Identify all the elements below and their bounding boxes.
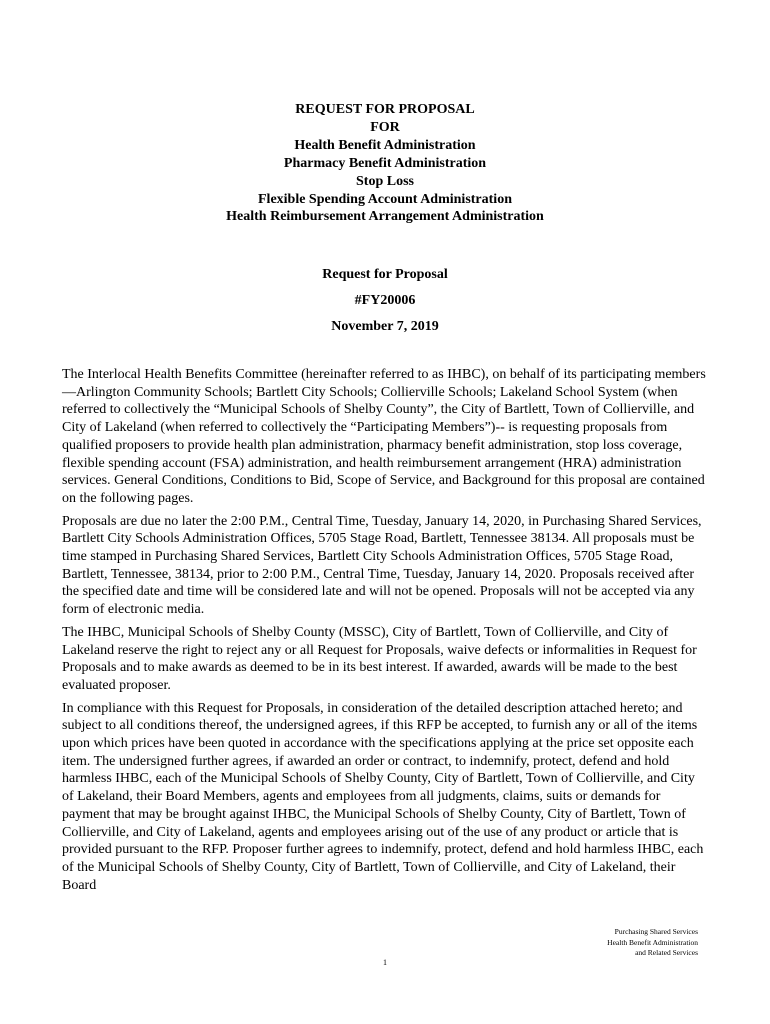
- rfp-info: [0, 266, 770, 344]
- title-line: Health Reimbursement Arrangement Administration: [226, 209, 544, 225]
- footer-line: Purchasing Shared Services: [614, 927, 698, 936]
- page-number: 1: [383, 958, 387, 967]
- title-line: REQUEST FOR PROPOSAL: [295, 102, 475, 117]
- paragraph-reservation: The IHBC, Municipal Schools of Shelby County (MSSC), City of Bartlett, Town of Collierville, and City of Lakeland reserve the right to reject any or all Request for Proposals, waive defects or informalities in Request for Proposals and to make awards as deemed to be in its best interest. If awarded, awards will be made to the best evaluated proposer.: [62, 624, 697, 693]
- footer-line: Health Benefit Administration: [607, 937, 698, 947]
- rfp-label: Request for Proposal: [322, 267, 448, 282]
- footer-line: and Related Services: [635, 948, 698, 957]
- document-title: [0, 101, 770, 226]
- rfp-number: #FY20006: [354, 293, 416, 308]
- title-line: Flexible Spending Account Administration: [258, 191, 512, 207]
- page-footer: [498, 927, 698, 959]
- title-line: Pharmacy Benefit Administration: [283, 155, 487, 171]
- title-line: Stop Loss: [356, 173, 414, 189]
- title-line: Health Benefit Administration: [294, 137, 476, 153]
- title-line: FOR: [370, 119, 400, 135]
- body-text: [62, 366, 709, 899]
- rfp-date: November 7, 2019: [331, 319, 439, 334]
- paragraph-intro: The Interlocal Health Benefits Committee (hereinafter referred to as IHBC), on behalf of its participating members—Arlington Community Schools; Bartlett City Schools; Collierville Schools; Lakeland School System (when referred to collectively the “Municipal Schools of Shelby County”, the City of Bartlett, Town of Collierville, and City of Lakeland (when referred to collectively the “Participating Members”)-- is requesting proposals from qualified proposers to provide health plan administration, pharmacy benefit administration, stop loss coverage, flexible spending account (FSA) administration, and health reimbursement arrangement (HRA) administration services. General Conditions, Conditions to Bid, Scope of Service, and Background for this proposal are contained on the following pages.: [62, 367, 706, 506]
- paragraph-due-date: Proposals are due no later the 2:00 P.M., Central Time, Tuesday, January 14, 2020, in Purchasing Shared Services, Bartlett City Schools Administration Offices, 5705 Stage Road, Bartlett, Tennessee 38134. All proposals must be time stamped in Purchasing Shared Services, Bartlett City Schools Administration Offices, 5705 Stage Road, Bartlett, Tennessee, 38134, prior to 2:00 P.M., Central Time, Tuesday, January 14, 2020. Proposals received after the specified date and time will be considered late and will not be opened. Proposals will not be accepted via any form of electronic media.: [62, 513, 702, 618]
- paragraph-compliance: In compliance with this Request for Proposals, in consideration of the detailed description attached hereto; and subject to all conditions thereof, the undersigned agrees, if this RFP be accepted, to furnish any or all of the items upon which prices have been quoted in accordance with the specifications applying at the price set opposite each item. The undersigned further agrees, if awarded an order or contract, to indemnify, protect, defend and hold harmless IHBC, each of the Municipal Schools of Shelby County, City of Bartlett, Town of Collierville, and City of Lakeland, their Board Members, agents and employees from all judgments, claims, suits or demands for payment that may be brought against IHBC, the Municipal Schools of Shelby County, City of Bartlett, Town of Collierville, and City of Lakeland, agents and employees arising out of the use of any product or article that is provided pursuant to the RFP. Proposer further agrees to indemnify, protect, defend and hold harmless IHBC, each of the Municipal Schools of Shelby County, City of Bartlett, Town of Collierville, and City of Lakeland, their Board: [62, 700, 704, 893]
